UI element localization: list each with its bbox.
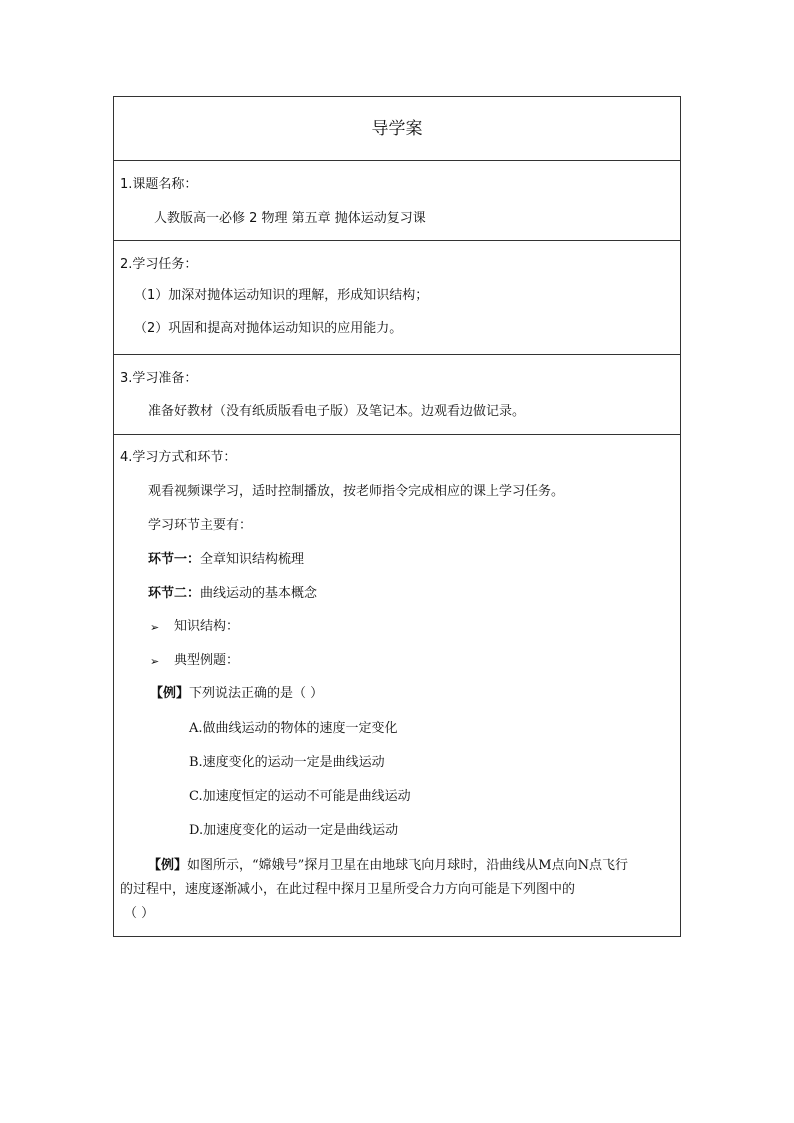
step-one-label: 环节一： (148, 552, 201, 567)
section-heading: 3.学习准备： (120, 371, 198, 386)
example-option: C.加速度恒定的运动不可能是曲线运动 (189, 789, 411, 804)
step-one (148, 552, 304, 568)
bullet-arrow-icon: ➢ (150, 621, 160, 634)
main-steps-label: 学习环节主要有： (148, 518, 253, 533)
section-learning-tasks (114, 240, 680, 354)
bullet-knowledge-structure: 知识结构： (174, 619, 240, 634)
step-two-text: 曲线运动的基本概念 (200, 586, 318, 601)
example-option: D.加速度变化的运动一定是曲线运动 (189, 823, 399, 838)
example-two-answer-blank: （ ） (124, 906, 155, 921)
section-learning-method (114, 434, 680, 936)
example-two-text: 如图所示，“嫦娥号”探月卫星在由地球飞向月球时，沿曲线从M点向N点飞行 (187, 858, 628, 873)
title-row (114, 97, 680, 160)
step-two (148, 586, 317, 602)
example-one-question (150, 686, 323, 702)
example-label: 【例】 (150, 686, 190, 701)
preparation-text: 准备好教材（没有纸质版看电子版）及笔记本。边观看边做记录。 (148, 404, 526, 419)
task-item: （2）巩固和提高对抛体运动知识的应用能力。 (134, 321, 403, 336)
step-one-text: 全章知识结构梳理 (200, 552, 305, 567)
section-course-name (114, 160, 680, 240)
section-heading: 4.学习方式和环节： (120, 450, 237, 465)
bullet-arrow-icon: ➢ (150, 655, 160, 668)
example-option: B.速度变化的运动一定是曲线运动 (189, 755, 385, 770)
study-guide-table (113, 96, 681, 937)
example-option: A.做曲线运动的物体的速度一定变化 (189, 721, 398, 736)
method-intro: 观看视频课学习，适时控制播放，按老师指令完成相应的课上学习任务。 (148, 484, 565, 499)
bullet-typical-examples: 典型例题： (174, 653, 240, 668)
section-preparation (114, 354, 680, 434)
example-two-line (148, 858, 628, 874)
example-two-line: 的过程中，速度逐渐减小，在此过程中探月卫星所受合力方向可能是下列图中的 (120, 882, 576, 897)
section-heading: 1.课题名称： (120, 177, 198, 192)
course-name-text: 人教版高一必修 2 物理 第五章 抛体运动复习课 (154, 211, 426, 226)
page-title: 导学案 (371, 119, 423, 139)
step-two-label: 环节二： (148, 586, 201, 601)
section-heading: 2.学习任务： (120, 257, 198, 272)
task-item: （1）加深对抛体运动知识的理解，形成知识结构； (134, 288, 429, 303)
example-label: 【例】 (148, 858, 188, 873)
example-question-text: 下列说法正确的是（ ） (189, 686, 324, 701)
